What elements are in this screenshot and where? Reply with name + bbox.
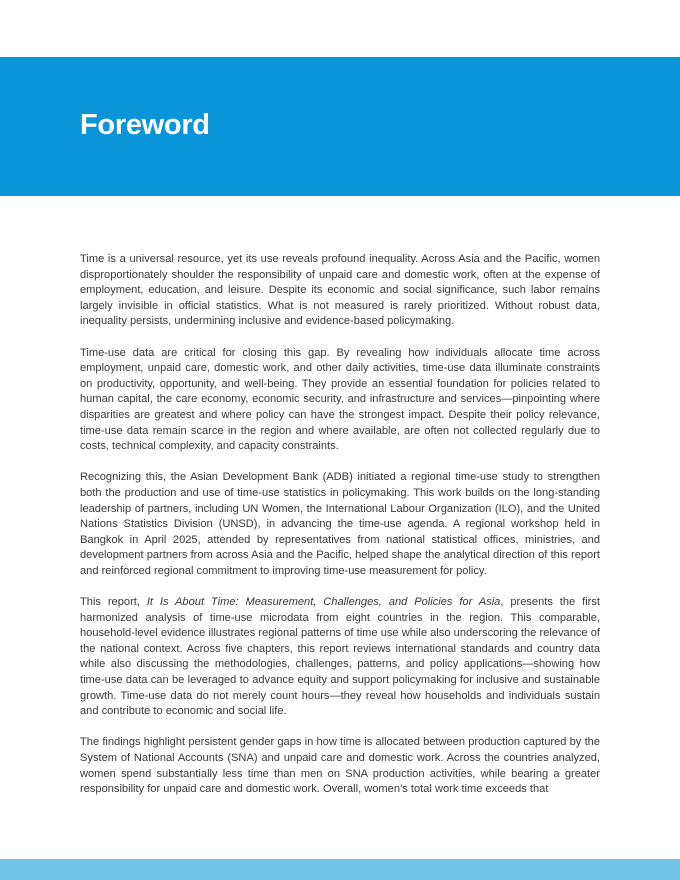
- report-title-italic: It Is About Time: Measurement, Challenges, and Policies for Asia: [146, 596, 501, 609]
- title-banner: [0, 57, 680, 196]
- body-text: [80, 252, 600, 798]
- paragraph: The findings highlight persistent gender gaps in how time is allocated between production captured by the System of National Accounts (SNA) and unpaid care and domestic work. Across the countries analyzed, women spend substantially less time than men on SNA production activities, while bearing a greater responsibility for unpaid care and domestic work. Overall, women’s total work time exceeds that: [80, 736, 600, 796]
- paragraph: Time is a universal resource, yet its use reveals profound inequality. Across Asia and the Pacific, women disproportionately shoulder the responsibility of unpaid care and domestic work, often at the expense of employment, education, and leisure. Despite its economic and social significance, such labor remains largely invisible in official statistics. What is not measured is rarely prioritized. Without robust data, inequality persists, undermining inclusive and evidence-based policymaking.: [80, 253, 600, 328]
- footer-band: [0, 859, 680, 880]
- paragraph-text: This report,: [80, 596, 147, 609]
- page-title: Foreword: [80, 109, 210, 141]
- paragraph: [80, 595, 600, 720]
- paragraph: Recognizing this, the Asian Development Bank (ADB) initiated a regional time-use study to strengthen both the production and use of time-use statistics in policymaking. This work builds on the long-standing leadership of partners, including UN Women, the International Labour Organization (ILO), and the United Nations Statistics Division (UNSD), in advancing the time-use agenda. A regional workshop held in Bangkok in April 2025, attended by representatives from national statistical offices, ministries, and development partners from across Asia and the Pacific, helped shape the analytical direction of this report and reinforced regional commitment to improving time-use measurement for policy.: [80, 471, 600, 577]
- paragraph: Time-use data are critical for closing this gap. By revealing how individuals allocate time across employment, unpaid care, domestic work, and other daily activities, time-use data illuminate constraints on productivity, opportunity, and well-being. They provide an essential foundation for policies related to human capital, the care economy, economic security, and infrastructure and services—pinpointing where disparities are greatest and where policy can have the strongest impact. Despite their policy relevance, time-use data remain scarce in the region and where available, are often not collected regularly due to costs, technical complexity, and capacity constraints.: [80, 346, 600, 453]
- paragraph-text: , presents the first harmonized analysis of time-use microdata from eight countries in the region. This comparable, household-level evidence illustrates regional patterns of time use while also underscoring the relevance of the national context. Across five chapters, this report reviews international standards and country data while also discussing the methodologies, challenges, patterns, and policy applications—showing how time-use data can be leveraged to advance equity and support policymaking for inclusive and sustainable growth. Time-use data do not merely count hours—they reveal how households and individuals sustain and contribute to economic and social life.: [80, 596, 601, 718]
